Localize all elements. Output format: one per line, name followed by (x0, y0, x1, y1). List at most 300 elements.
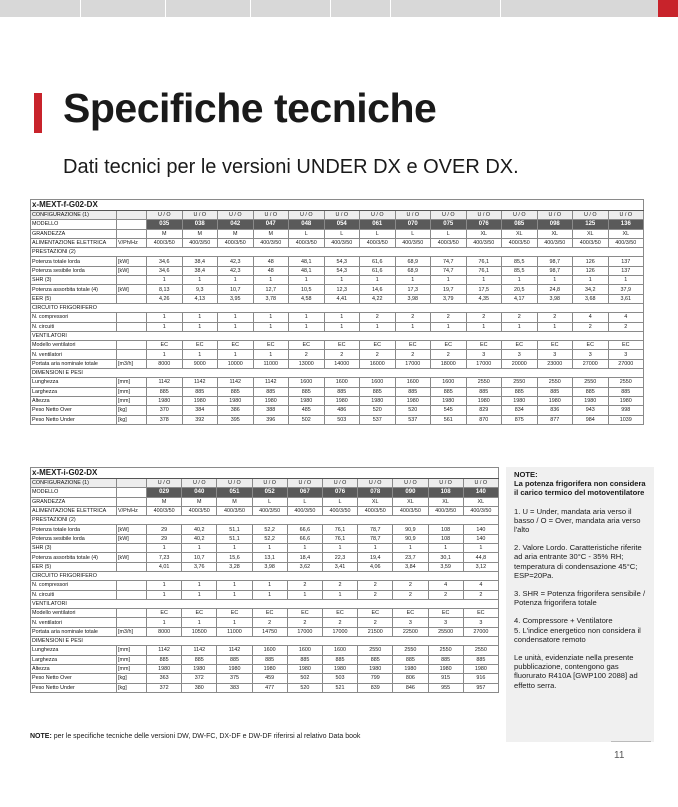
table-cell: 12,3 (324, 285, 360, 294)
table-row (31, 294, 644, 303)
row-label: ALIMENTAZIONE ELETTRICA (31, 238, 117, 247)
table-cell: 1 (253, 313, 289, 322)
row-unit (117, 609, 147, 618)
table-cell: 51,1 (217, 525, 252, 534)
table-cell: 1980 (428, 664, 463, 673)
table-cell: 042 (218, 220, 254, 229)
table-cell: EC (358, 609, 393, 618)
table-cell: 400/3/50 (252, 506, 287, 515)
table-cell: 1 (287, 544, 322, 553)
table-row (31, 581, 499, 590)
table-cell: 400/3/50 (431, 238, 467, 247)
page-number-rule (611, 741, 651, 742)
table-cell: 400/3/50 (428, 506, 463, 515)
table-cell: U / O (217, 479, 252, 488)
table-cell: 19,7 (431, 285, 467, 294)
spec-table-f-g02-dx (30, 199, 644, 425)
table-cell: 8000 (147, 359, 183, 368)
table-cell: 477 (252, 683, 287, 692)
table-row (31, 238, 644, 247)
row-unit: [kW] (117, 257, 147, 266)
table-cell: 2550 (463, 646, 498, 655)
table-row (31, 488, 499, 497)
table-cell: 400/3/50 (463, 506, 498, 515)
table-cell: 955 (428, 683, 463, 692)
table-cell: 1 (428, 544, 463, 553)
table-cell: EC (428, 609, 463, 618)
table-cell: 1 (253, 276, 289, 285)
table-cell: U / O (393, 479, 428, 488)
table-cell: 3,62 (287, 562, 322, 571)
table-cell: 076 (466, 220, 502, 229)
table-cell: 3,41 (322, 562, 357, 571)
table-cell: 400/3/50 (287, 506, 322, 515)
title-accent-mark (34, 93, 42, 133)
table-cell: 1 (537, 322, 573, 331)
table-cell: 1 (252, 581, 287, 590)
row-unit: [kg] (117, 406, 147, 415)
table-row (31, 655, 499, 664)
table-row (31, 497, 499, 506)
table-cell: 984 (573, 415, 609, 424)
table-cell: 125 (573, 220, 609, 229)
row-unit: [kW] (117, 525, 147, 534)
table-cell: 126 (573, 257, 609, 266)
table-cell: EC (182, 341, 218, 350)
table-cell: 1 (218, 313, 254, 322)
table-row (31, 303, 644, 312)
table-cell: 957 (463, 683, 498, 692)
table-row (31, 313, 644, 322)
table-cell: 885 (360, 387, 396, 396)
table-cell: 1 (253, 322, 289, 331)
table-cell: 13000 (289, 359, 325, 368)
table-cell: 1 (466, 322, 502, 331)
table-cell: 1980 (502, 396, 538, 405)
table-cell: 2 (322, 618, 357, 627)
table-cell: 885 (393, 655, 428, 664)
table-cell: 029 (147, 488, 182, 497)
row-label: Portata aria nominale totale (31, 359, 117, 368)
table-cell: M (147, 229, 183, 238)
table-cell: 384 (182, 406, 218, 415)
table-cell: 400/3/50 (253, 238, 289, 247)
table-cell: U / O (147, 211, 183, 220)
table-cell: M (253, 229, 289, 238)
table-cell: 16000 (360, 359, 396, 368)
row-unit: [kW] (117, 285, 147, 294)
table-cell: 48 (253, 257, 289, 266)
table-cell: 1 (182, 618, 217, 627)
table-cell: 836 (537, 406, 573, 415)
table-cell: 4 (428, 581, 463, 590)
footer-note-label: NOTE: (30, 733, 52, 740)
table-cell: 68,9 (395, 266, 431, 275)
table-cell: M (218, 229, 254, 238)
row-label: Potenza sesibile lorda (31, 266, 117, 275)
table-cell: 503 (324, 415, 360, 424)
table-cell: 400/3/50 (147, 506, 182, 515)
row-unit: V/Ph/Hz (117, 238, 147, 247)
table-row (31, 664, 499, 673)
row-label: Potenza totale lorda (31, 257, 117, 266)
table-cell: 799 (358, 674, 393, 683)
table-cell: 1 (182, 590, 217, 599)
spec-table-i-g02-dx (30, 467, 499, 693)
table-cell: 1 (431, 276, 467, 285)
table-cell: 13,1 (252, 553, 287, 562)
table-cell: 1142 (147, 646, 182, 655)
table-cell: 90,9 (393, 525, 428, 534)
table-cell: L (287, 497, 322, 506)
table-cell: 1980 (217, 664, 252, 673)
table-cell: EC (502, 341, 538, 350)
table-cell: 51,1 (217, 534, 252, 543)
table-cell: U / O (182, 211, 218, 220)
table-row (31, 683, 499, 692)
table-cell: 400/3/50 (218, 238, 254, 247)
table-cell: EC (147, 341, 183, 350)
table-cell: 3,12 (463, 562, 498, 571)
table-cell: EC (608, 341, 644, 350)
row-unit (117, 479, 147, 488)
table-cell: 1980 (395, 396, 431, 405)
table-cell: 875 (502, 415, 538, 424)
table-cell: 400/3/50 (322, 506, 357, 515)
table-cell: 2550 (502, 378, 538, 387)
notes-intro: La potenza frigorifera non considera il carico termico del motoventilatore (514, 479, 646, 498)
table-cell: 916 (463, 674, 498, 683)
table-cell: 10,7 (182, 553, 217, 562)
row-unit (117, 294, 147, 303)
table-cell: 040 (182, 488, 217, 497)
table-cell: 1 (147, 590, 182, 599)
table-cell: 4,17 (502, 294, 538, 303)
table-row (31, 248, 644, 257)
table-cell: 17,3 (395, 285, 431, 294)
table-cell: 2550 (466, 378, 502, 387)
table-cell: 40,2 (182, 534, 217, 543)
table-cell: 30,1 (428, 553, 463, 562)
row-label: Larghezza (31, 655, 117, 664)
table-row (31, 229, 644, 238)
note-item: 4. Compressore + Ventilatore 5. L'indice energetico non considera il condensatore remoto (514, 616, 641, 644)
table-cell: 14750 (252, 627, 287, 636)
table-cell: 1 (393, 544, 428, 553)
table-row (31, 211, 644, 220)
table-cell: 047 (253, 220, 289, 229)
table-row (31, 646, 499, 655)
row-label: Altezza (31, 396, 117, 405)
footer-note (30, 733, 360, 740)
row-label: Portata aria nominale totale (31, 627, 117, 636)
table-cell: 78,7 (358, 525, 393, 534)
table-cell: 74,7 (431, 257, 467, 266)
table-cell: 3,84 (393, 562, 428, 571)
table-cell: L (252, 497, 287, 506)
table-cell: 4 (608, 313, 644, 322)
table-cell: 885 (608, 387, 644, 396)
table-cell: 1980 (393, 664, 428, 673)
row-unit (117, 590, 147, 599)
table-cell: 66,6 (287, 534, 322, 543)
row-label: PRESTAZIONI (2) (31, 516, 499, 525)
table-cell: EC (289, 341, 325, 350)
table-cell: 400/3/50 (395, 238, 431, 247)
table-row (31, 609, 499, 618)
note-item: 3. SHR = Potenza frigorifera sensibile / Potenza frigorifera totale (514, 589, 646, 608)
table-cell: 048 (289, 220, 325, 229)
table-cell: 2 (463, 590, 498, 599)
table-cell: U / O (182, 479, 217, 488)
table-cell: 85,5 (502, 257, 538, 266)
table-cell: 1 (360, 322, 396, 331)
table-cell: 2550 (358, 646, 393, 655)
table-cell: 1600 (289, 378, 325, 387)
row-label: N. circuiti (31, 322, 117, 331)
table-cell: U / O (502, 211, 538, 220)
table-cell: 1 (147, 313, 183, 322)
table-cell: 885 (466, 387, 502, 396)
table-cell: 400/3/50 (502, 238, 538, 247)
row-label: Potenza totale lorda (31, 525, 117, 534)
table-cell: 1142 (182, 378, 218, 387)
table-cell: 052 (252, 488, 287, 497)
table-cell: M (182, 229, 218, 238)
table-cell: 19,4 (358, 553, 393, 562)
row-unit: [kW] (117, 266, 147, 275)
table-cell: 1980 (182, 664, 217, 673)
table-cell: 1980 (360, 396, 396, 405)
table-cell: 14,6 (360, 285, 396, 294)
table-row (31, 506, 499, 515)
table-cell: 20000 (502, 359, 538, 368)
table-cell: 1 (147, 544, 182, 553)
row-label: Larghezza (31, 387, 117, 396)
table-cell: 2 (287, 581, 322, 590)
table-cell: 98,7 (537, 257, 573, 266)
table-cell: 1 (395, 276, 431, 285)
table-cell: XL (608, 229, 644, 238)
table-cell: 380 (182, 683, 217, 692)
table-cell: EC (360, 341, 396, 350)
table-row (31, 415, 644, 424)
table-cell: U / O (608, 211, 644, 220)
table-cell: 76,1 (466, 266, 502, 275)
table-cell: L (289, 229, 325, 238)
table-cell: 885 (322, 655, 357, 664)
row-label: Peso Netto Under (31, 683, 117, 692)
row-unit (117, 211, 147, 220)
table-cell: 537 (360, 415, 396, 424)
table-cell: 943 (573, 406, 609, 415)
table-cell: 1 (502, 322, 538, 331)
table-cell: 090 (393, 488, 428, 497)
table-cell: 372 (182, 674, 217, 683)
table-cell: 1600 (324, 378, 360, 387)
table-cell: 1 (147, 276, 183, 285)
note-item: 2. Valore Lordo. Caratteristiche riferite ad aria entrante 30°C - 35% RH; temperatura di condensazione 45°C; ESP=20Pa. (514, 543, 642, 580)
table-row (31, 369, 644, 378)
table-cell: 3,95 (218, 294, 254, 303)
table-cell: 1 (289, 313, 325, 322)
table-row (31, 674, 499, 683)
table-cell: 3 (393, 618, 428, 627)
table-cell: XL (358, 497, 393, 506)
table-cell: 74,7 (431, 266, 467, 275)
table-cell: 12,7 (253, 285, 289, 294)
table-cell: 136 (608, 220, 644, 229)
table-cell: 4,01 (147, 562, 182, 571)
table-cell: 1 (182, 313, 218, 322)
table-cell: 34,6 (147, 266, 183, 275)
table-cell: 400/3/50 (217, 506, 252, 515)
table-cell: 885 (395, 387, 431, 396)
table-row (31, 599, 499, 608)
table-cell: 68,9 (395, 257, 431, 266)
row-unit: [mm] (117, 387, 147, 396)
table-cell: 1 (573, 276, 609, 285)
table-cell: 502 (287, 674, 322, 683)
table-row (31, 553, 499, 562)
table-cell: 3,98 (395, 294, 431, 303)
table-cell: 1 (147, 350, 183, 359)
row-unit (117, 276, 147, 285)
table-row (31, 627, 499, 636)
table-cell: 076 (322, 488, 357, 497)
table-cell: 25500 (428, 627, 463, 636)
table-cell: 400/3/50 (182, 506, 217, 515)
table-cell: 18,4 (287, 553, 322, 562)
page-number: 11 (614, 750, 625, 761)
notes-panel (506, 467, 654, 742)
table-cell: 140 (463, 488, 498, 497)
table-cell: XL (573, 229, 609, 238)
table-cell: 4,26 (147, 294, 183, 303)
table-cell: 885 (217, 655, 252, 664)
row-unit (117, 341, 147, 350)
table-cell: 20,5 (502, 285, 538, 294)
table-cell: U / O (287, 479, 322, 488)
row-label: EER (5) (31, 562, 117, 571)
row-unit: [mm] (117, 646, 147, 655)
table-cell: 885 (358, 655, 393, 664)
table-cell: 502 (289, 415, 325, 424)
table-cell: 1 (431, 322, 467, 331)
table-cell: 29 (147, 525, 182, 534)
table-cell: 10,7 (218, 285, 254, 294)
table-title: x-MEXT-i-G02-DX (31, 468, 499, 479)
table-cell: 545 (431, 406, 467, 415)
row-label: CIRCUITO FRIGORIFERO (31, 571, 499, 580)
table-cell: 17000 (287, 627, 322, 636)
table-cell: EC (253, 341, 289, 350)
table-cell: 10,5 (289, 285, 325, 294)
table-cell: 870 (466, 415, 502, 424)
table-cell: 1600 (395, 378, 431, 387)
table-cell: 3,76 (182, 562, 217, 571)
table-cell: U / O (253, 211, 289, 220)
table-cell: 17,5 (466, 285, 502, 294)
table-cell: 834 (502, 406, 538, 415)
table-cell: 1 (218, 276, 254, 285)
top-bar-divider (250, 0, 251, 17)
table-cell: 363 (147, 674, 182, 683)
table-cell: 85,5 (502, 266, 538, 275)
table-cell: 1980 (324, 396, 360, 405)
table-cell: 1980 (147, 396, 183, 405)
table-cell: 108 (428, 488, 463, 497)
table-cell: 40,2 (182, 525, 217, 534)
table-cell: 3 (428, 618, 463, 627)
table-cell: 2550 (428, 646, 463, 655)
table-cell: 140 (463, 534, 498, 543)
table-cell: 098 (537, 220, 573, 229)
table-cell: 22500 (393, 627, 428, 636)
table-cell: 078 (358, 488, 393, 497)
table-cell: 503 (322, 674, 357, 683)
table-cell: 392 (182, 415, 218, 424)
table-cell: 4,35 (466, 294, 502, 303)
table-cell: 885 (252, 655, 287, 664)
table-cell: 3,28 (217, 562, 252, 571)
table-row (31, 571, 499, 580)
table-cell: 18000 (431, 359, 467, 368)
table-cell: 1 (537, 276, 573, 285)
table-cell: 885 (218, 387, 254, 396)
table-cell: 885 (537, 387, 573, 396)
row-unit: [mm] (117, 378, 147, 387)
table-cell: 2 (608, 322, 644, 331)
table-row (31, 590, 499, 599)
table-cell: 2550 (573, 378, 609, 387)
table-row (31, 285, 644, 294)
table-cell: 61,6 (360, 257, 396, 266)
table-cell: M (217, 497, 252, 506)
row-label: N. circuiti (31, 590, 117, 599)
table-cell: 2 (466, 313, 502, 322)
table-cell: 3,79 (431, 294, 467, 303)
table-row (31, 637, 499, 646)
table-cell: 4,22 (360, 294, 396, 303)
row-label: SHR (3) (31, 276, 117, 285)
row-unit: [mm] (117, 396, 147, 405)
table-row (31, 322, 644, 331)
row-label: N. ventilatori (31, 618, 117, 627)
table-cell: 78,7 (358, 534, 393, 543)
table-cell: 52,2 (252, 525, 287, 534)
table-cell: 4 (463, 581, 498, 590)
table-cell: EC (393, 609, 428, 618)
table-cell: 137 (608, 257, 644, 266)
row-label: CONFIGURAZIONE (1) (31, 479, 117, 488)
table-cell: 3 (463, 618, 498, 627)
table-cell: 1 (218, 350, 254, 359)
table-cell: 1 (218, 322, 254, 331)
table-cell: 1600 (322, 646, 357, 655)
table-cell: 1 (502, 276, 538, 285)
table-cell: EC (182, 609, 217, 618)
table-cell: 2550 (393, 646, 428, 655)
table-cell: 140 (463, 525, 498, 534)
table-cell: 1980 (322, 664, 357, 673)
table-row (31, 406, 644, 415)
table-cell: 1 (217, 544, 252, 553)
table-cell: 3 (502, 350, 538, 359)
table-cell: 1 (182, 276, 218, 285)
table-cell: XL (428, 497, 463, 506)
table-cell: 17000 (395, 359, 431, 368)
